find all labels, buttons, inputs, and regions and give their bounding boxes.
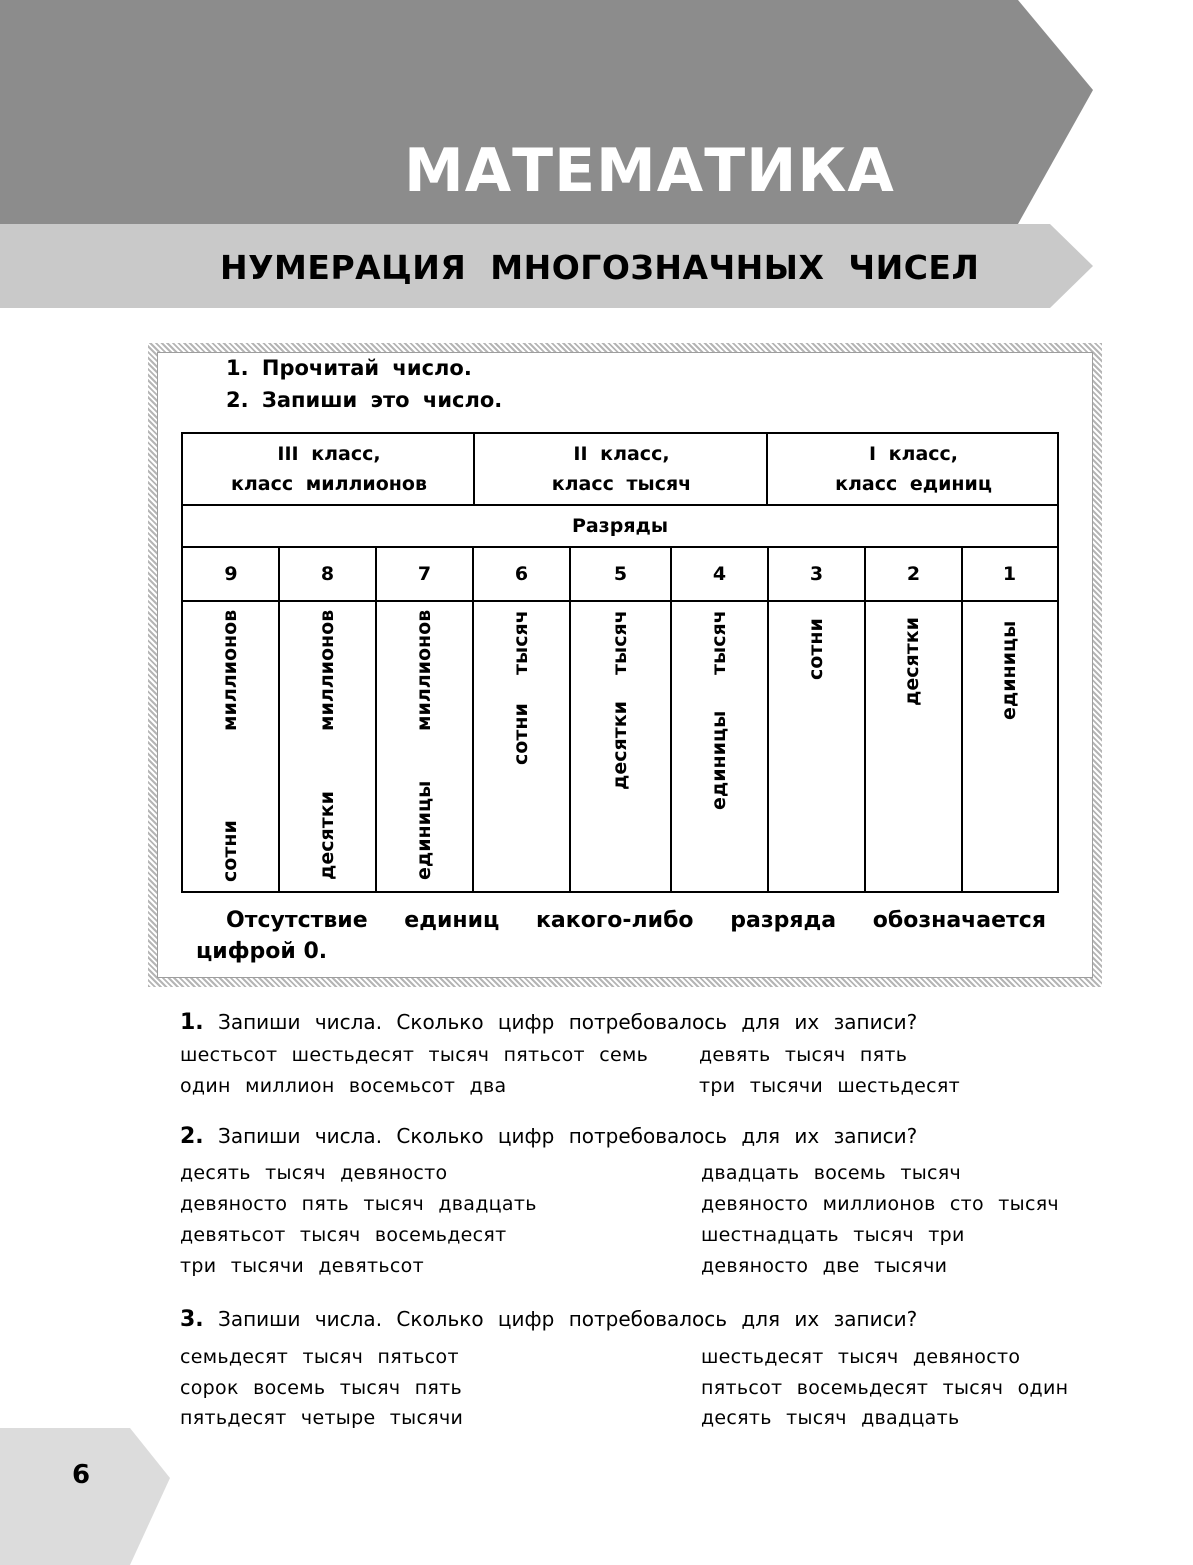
table-rule [864, 546, 866, 893]
task-item: шестьсот шестьдесят тысяч пятьсот семь [180, 1044, 649, 1066]
rank-word: десятки [609, 701, 631, 790]
digit-cell: 8 [320, 563, 335, 585]
rank-word: сотни [219, 820, 241, 882]
rank-name-ten-millions [316, 610, 338, 880]
rank-name-thousands [708, 610, 730, 810]
note-line-1 [196, 905, 1046, 936]
page-number-tab [0, 1428, 170, 1565]
class-desc: класс единиц [835, 473, 992, 495]
task-item: три тысячи девятьсот [180, 1255, 424, 1277]
page-number: 6 [72, 1460, 91, 1490]
table-rule [767, 546, 769, 893]
task-text: Запиши числа. Сколько цифр потребовалось для их записи? [218, 1307, 918, 1331]
task-item: шестьдесят тысяч девяносто [701, 1346, 1021, 1368]
task-text: Запиши числа. Сколько цифр потребовалось для их записи? [218, 1124, 918, 1148]
rank-word: сотни [805, 618, 827, 680]
task-1-prompt [180, 1010, 917, 1035]
task-item: шестнадцать тысяч три [701, 1224, 965, 1246]
task-text: Запиши числа. Сколько цифр потребовалось для их записи? [218, 1010, 918, 1034]
note-word: обозначается [872, 908, 1046, 933]
page-title: МАТЕМАТИКА [404, 136, 895, 206]
task-number: 3. [180, 1307, 204, 1332]
rank-name-hundred-millions [219, 610, 241, 882]
digit-cell: 6 [514, 563, 529, 585]
rank-word: единицы [413, 780, 435, 880]
task-number: 2. [180, 1124, 204, 1149]
rank-word: единицы [708, 710, 730, 810]
table-rule [278, 546, 280, 893]
note-line-2: цифрой 0. [196, 939, 328, 964]
digit-cell: 7 [417, 563, 432, 585]
rank-word: миллионов [316, 610, 338, 732]
digit-cell: 4 [712, 563, 727, 585]
task-number: 1. [180, 1010, 204, 1035]
task-item: двадцать восемь тысяч [701, 1162, 961, 1184]
task-item: десять тысяч девяносто [180, 1162, 448, 1184]
rank-word: десятки [901, 617, 923, 706]
rank-word: единицы [998, 620, 1020, 720]
table-rule [183, 504, 1057, 506]
task-item: один миллион восемьсот два [180, 1075, 507, 1097]
task-item: десять тысяч двадцать [701, 1407, 960, 1429]
digit-cell: 3 [809, 563, 824, 585]
digit-cell: 2 [906, 563, 921, 585]
class-cell-thousands [475, 434, 768, 504]
digit-cell: 5 [613, 563, 628, 585]
rank-name-millions [413, 610, 435, 880]
table-rule [473, 434, 475, 504]
table-rule [766, 434, 768, 504]
task-item: девяносто миллионов сто тысяч [701, 1193, 1059, 1215]
class-name: III класс, [277, 443, 381, 465]
rule-note [196, 905, 1046, 967]
rank-name-tens [901, 610, 923, 706]
table-rule [472, 546, 474, 893]
rank-name-units [998, 610, 1020, 720]
task-item: девяносто две тысячи [701, 1255, 948, 1277]
note-word: Отсутствие [226, 908, 368, 933]
table-rule [375, 546, 377, 893]
task-2-prompt [180, 1124, 917, 1149]
note-word: какого-либо [535, 908, 694, 933]
task-item: пятьдесят четыре тысячи [180, 1407, 464, 1429]
rank-name-ten-thousands [609, 610, 631, 790]
rule-line-2: 2. Запиши это число. [226, 388, 503, 412]
table-rule [670, 546, 672, 893]
section-title: НУМЕРАЦИЯ МНОГОЗНАЧНЫХ ЧИСЕЛ [220, 248, 980, 287]
task-item: сорок восемь тысяч пять [180, 1377, 463, 1399]
task-3-prompt [180, 1307, 917, 1332]
class-cell-units [768, 434, 1059, 504]
class-cell-millions [183, 434, 475, 504]
class-desc: класс тысяч [551, 473, 692, 495]
note-word: разряда [730, 908, 837, 933]
rank-table [181, 432, 1059, 893]
rank-word: тысяч [510, 610, 532, 675]
rank-word: десятки [316, 791, 338, 880]
rank-word: миллионов [219, 610, 241, 732]
rank-word: миллионов [413, 610, 435, 732]
class-name: I класс, [868, 443, 959, 465]
rule-line-1: 1. Прочитай число. [226, 356, 472, 380]
task-item: семьдесят тысяч пятьсот [180, 1346, 459, 1368]
rank-word: тысяч [708, 610, 730, 675]
table-rule [961, 546, 963, 893]
task-item: три тысячи шестьдесят [699, 1075, 960, 1097]
task-item: девятьсот тысяч восемьдесят [180, 1224, 507, 1246]
task-item: девяносто пять тысяч двадцать [180, 1193, 537, 1215]
table-rule [183, 546, 1057, 548]
class-name: II класс, [573, 443, 670, 465]
digit-cell: 1 [1002, 563, 1017, 585]
class-desc: класс миллионов [230, 473, 428, 495]
note-word: единиц [404, 908, 500, 933]
rank-name-hundreds [805, 610, 827, 680]
rank-name-hundred-thousands [510, 610, 532, 765]
task-item: девять тысяч пять [699, 1044, 908, 1066]
task-item: пятьсот восемьдесят тысяч один [701, 1377, 1069, 1399]
digit-cell: 9 [224, 563, 238, 585]
table-rule [183, 600, 1057, 602]
table-rule [569, 546, 571, 893]
rank-word: сотни [510, 703, 532, 765]
rank-word: тысяч [609, 610, 631, 675]
ranks-label: Разряды [571, 515, 669, 537]
